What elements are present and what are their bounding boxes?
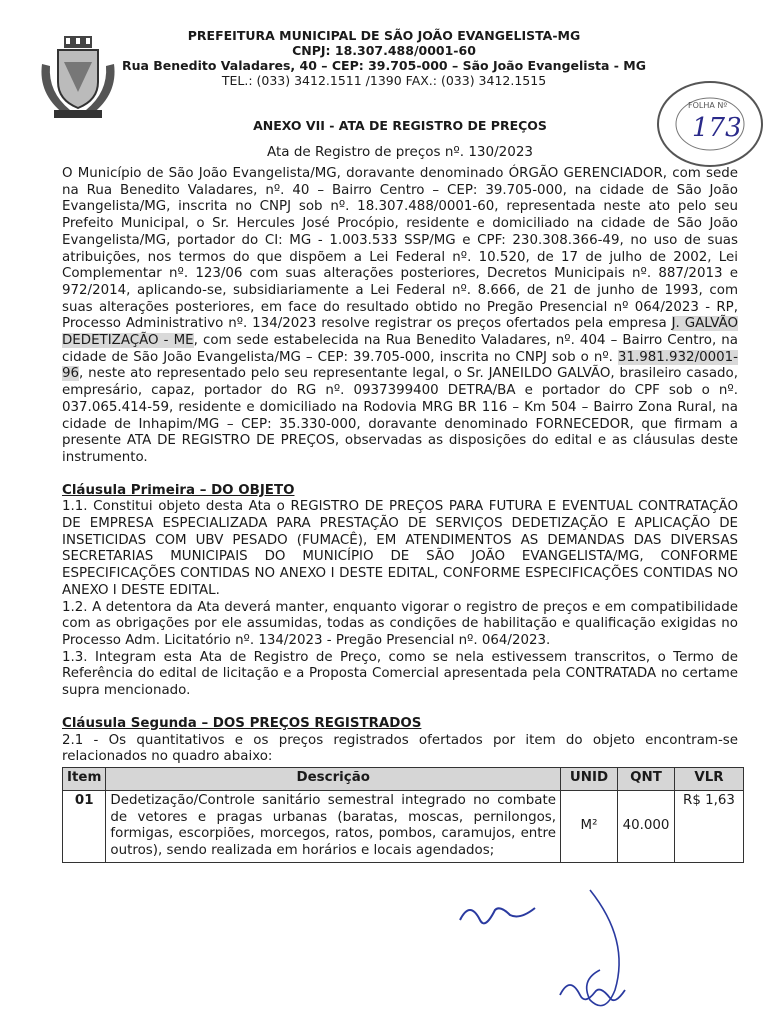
cell-descricao: Dedetização/Controle sanitário semestral integrado no combate de vetores e pragas urbanas (baratas, moscas, pernilongos, formigas, escorpiões, morcegos, ratos, pombos, caramujos, entre outros), sendo realizada em horários e locais agendados; [106, 790, 561, 862]
document-body [62, 166, 738, 863]
ata-number: Ata de Registro de preços nº. 130/2023 [266, 144, 534, 160]
prefeitura-cnpj: CNPJ: 18.307.488/0001-60 [292, 43, 476, 58]
cell-vlr: R$ 1,63 [675, 790, 744, 862]
prefeitura-phone: TEL.: (033) 3412.1511 /1390 FAX.: (033) 3412.1515 [221, 73, 547, 88]
stamp-number: 173 [692, 113, 742, 143]
cell-item: 01 [63, 790, 106, 862]
cell-qnt: 40.000 [618, 790, 675, 862]
col-vlr: VLR [675, 767, 744, 790]
handwritten-signature [440, 880, 640, 1020]
prefeitura-name: PREFEITURA MUNICIPAL DE SÃO JOÃO EVANGELISTA-MG [187, 28, 581, 43]
anexo-title: ANEXO VII - ATA DE REGISTRO DE PREÇOS [253, 118, 547, 133]
clausula-2-1: 2.1 - Os quantitativos e os preços registrados ofertados por item do objeto encontram-se relacionados no quadro abaixo: [62, 732, 738, 765]
cell-unid: M² [561, 790, 618, 862]
company-cnpj: 31.981.932/0001-96 [62, 349, 738, 382]
clausula-1-2: 1.2. A detentora da Ata deverá manter, enquanto vigorar o registro de preços e em compatibilidade com as obrigações por ele assumidas, todas as condições de habilitação e qualificação exigidas no Processo Adm. Licitatório nº. 134/2023 - Pregão Presencial nº. 064/2023. [62, 599, 738, 648]
col-qnt: QNT [618, 767, 675, 790]
clausula-segunda-title: Cláusula Segunda – DOS PREÇOS REGISTRADOS [62, 715, 422, 731]
clausula-1-3: 1.3. Integram esta Ata de Registro de Preço, como se nela estivessem transcritos, o Termo de Referência do edital de licitação e a Proposta Comercial apresentada pela CONTRATADA no certame supra mencionado. [62, 649, 738, 699]
company-name: J. GALVÃO DEDETIZAÇÃO - ME [62, 316, 738, 349]
clausula-primeira-title: Cláusula Primeira – DO OBJETO [62, 482, 295, 498]
preamble-paragraph: O Município de São João Evangelista/MG, doravante denominado ÓRGÃO GERENCIADOR, com sede na Rua Benedito Valadares, nº. 40 – Bairro Centro – CEP: 39.705-000, na cidade de São João Evangelista/MG, inscrita no CNPJ sob nº. 18.307.488/0001-60, representada neste ato pelo seu Prefeito Municipal, o Sr. Hercules José Procópio, residente e domiciliado na cidade de São João Evangelista/MG, portador do CI: MG - 1.003.533 SSP/MG e CPF: 230.308.366-49, no uso de suas atribuições, nos termos do que dispõem a Lei Federal nº. 10.520, de 17 de julho de 2002, Lei Complementar nº. 123/06 com suas alterações posteriores, Decretos Municipais nº. 887/2013 e 972/2014, aplicando-se, subsidiariamente a Lei Federal nº. 8.666, de 21 de junho de 1993, com suas alterações posteriores, em face do resultado obtido no Pregão Presencial nº 064/2023 - RP, Processo Administrativo nº. 134/2023 resolve registrar os preços ofertados pela empresa J. GALVÃO DEDETIZAÇÃO - ME, com sede estabelecida na Rua Benedito Valadares, nº. 404 – Bairro Centro, na cidade de São João Evangelista/MG – CEP: 39.705-000, inscrita no CNPJ sob o nº. 31.981.932/0001-96, neste ato representado pelo seu representante legal, o Sr. JANEILDO GALVÃO, brasileiro casado, empresário, capaz, portador do RG nº. 0937399400 DETRA/BA e portador do CPF sob o nº. 037.065.414-59, residente e domiciliado na Rodovia MRG BR 116 – Km 504 – Bairro Zona Rural, na cidade de Inhapim/MG – CEP: 35.330-000, doravante denominado FORNECEDOR, que firmam a presente ATA DE REGISTRO DE PREÇOS, observadas as disposições do edital e as cláusulas deste instrumento. [62, 166, 738, 465]
col-item: Item [63, 767, 106, 790]
table-row [63, 790, 744, 862]
prefeitura-address: Rua Benedito Valadares, 40 – CEP: 39.705-000 – São João Evangelista - MG [121, 58, 647, 73]
stamp-label: FOLHA Nº [688, 101, 728, 110]
price-table [62, 767, 744, 863]
table-header-row [63, 767, 744, 790]
col-descricao: Descrição [106, 767, 561, 790]
col-unid: UNID [561, 767, 618, 790]
clausula-1-1: 1.1. Constitui objeto desta Ata o REGISTRO DE PREÇOS PARA FUTURA E EVENTUAL CONTRATAÇÃO DE EMPRESA ESPECIALIZADA PARA PRESTAÇÃO DE SERVIÇOS DEDETIZAÇÃO E APLICAÇÃO DE INSETICIDAS COM UBV PESADO (FUMACÊ), EM ATENDIMENTOS AS DEMANDAS DAS DIVERSAS SECRETARIAS MUNICIPAIS DO MUNICÍPIO DE SÃO JOÃO EVANGELISTA/MG, CONFORME ESPECIFICAÇÕES CONTIDAS NO ANEXO I DESTE EDITAL, CONFORME ESPECIFICAÇÕES CONTIDAS NO ANEXO I DESTE EDITAL. [62, 499, 738, 598]
